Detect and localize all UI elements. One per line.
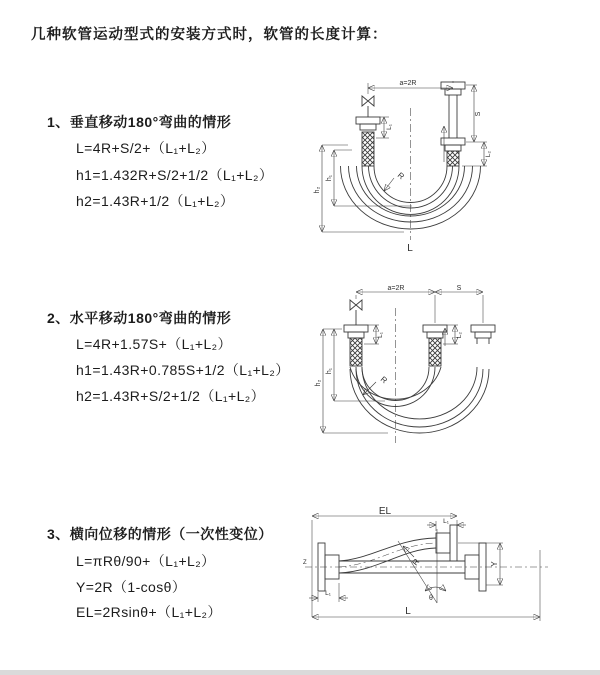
dim-label-l2: L₂ [485,150,492,158]
dim-label-l2: L₂ [456,331,463,339]
diagram-lateral-displacement [300,505,600,660]
braided-hose-section [350,338,362,366]
dim-label-width: a=2R [399,80,417,87]
section1-formula-l: L=4R+S/2+（L₁+L₂） [76,140,216,156]
dim-label-l1-top: L₁ [443,518,449,525]
d3-s-curve-hose [339,525,457,573]
theta-label: θ [429,595,433,602]
section2-heading: 2、水平移动180°弯曲的情形 [47,310,232,326]
radius-label: R [395,170,406,182]
section3-heading: 3、横向位移的情形（一次性变位） [47,526,273,542]
dim-label-l1-bottom: L₁ [325,590,331,597]
d2-dim-fittings [364,325,463,344]
dim-label-s: S [456,285,462,292]
diagram-horizontal-180-bend [300,283,600,458]
scan-edge-artifact [0,670,600,675]
section1-formula-h2: h2=1.43R+1/2（L₁+L₂） [76,193,235,209]
d1-dim-stroke [462,85,492,166]
dim-label-y: Y [490,561,499,567]
section1-formula-h1: h1=1.432R+S/2+1/2（L₁+L₂） [76,167,274,183]
d1-dim-fitting-left [376,117,393,138]
dim-label-width: a=2R [387,285,405,292]
dim-label-h1: h₁ [326,174,333,182]
datum-label: Z [303,560,307,566]
d3-radius-leader [403,546,421,567]
valve-icon [362,96,368,106]
dim-label-h2: h₂ [315,379,322,387]
diagram-vertical-180-bend [300,70,600,255]
dim-label-s: S [475,111,482,117]
braided-hose-section [362,132,374,166]
dim-label-h1: h₁ [326,367,333,375]
dim-label-h2: h₂ [314,186,321,194]
d1-left-pipe [356,96,380,166]
d3-dim-fitting-left [309,583,348,602]
d3-angle-construction [398,529,446,603]
d2-hose-loops [350,367,489,433]
page-title: 几种软管运动型式的安装方式时，软管的长度计算： [31,27,388,43]
d1-right-pipe [441,82,465,166]
section2-formula-h2: h2=1.43R+S/2+1/2（L₁+L₂） [76,388,266,404]
d2-right-pipe [471,325,495,344]
d2-mid-pipe [423,325,447,366]
section1-heading: 1、垂直移动180°弯曲的情形 [47,114,232,130]
dim-label-el: EL [378,506,392,517]
radius-label: R [410,557,422,568]
section2-formula-l: L=4R+1.57S+（L₁+L₂） [76,336,232,352]
section2-formula-h1: h1=1.43R+0.785S+1/2（L₁+L₂） [76,362,290,378]
section3-formula-el: EL=2Rsinθ+（L₁+L₂） [76,604,222,620]
braided-hose-section [429,338,441,366]
braided-hose-section [447,151,459,166]
valve-icon [350,300,356,310]
section3-formula-y: Y=2R（1-cosθ） [76,579,187,595]
d3-dim-fitting-top [427,518,466,531]
length-label: L [407,243,413,254]
section3-formula-l: L=πRθ/90+（L₁+L₂） [76,553,216,569]
dim-label-l: L [405,606,411,617]
dim-label-l1: L₁ [386,124,393,130]
dim-label-l1: L₁ [377,332,384,338]
d1-radius-leader [384,171,406,191]
radius-label: R [378,374,389,386]
d2-left-pipe [344,300,368,366]
d1-dim-width [368,80,453,94]
d2-dim-width [356,285,483,323]
